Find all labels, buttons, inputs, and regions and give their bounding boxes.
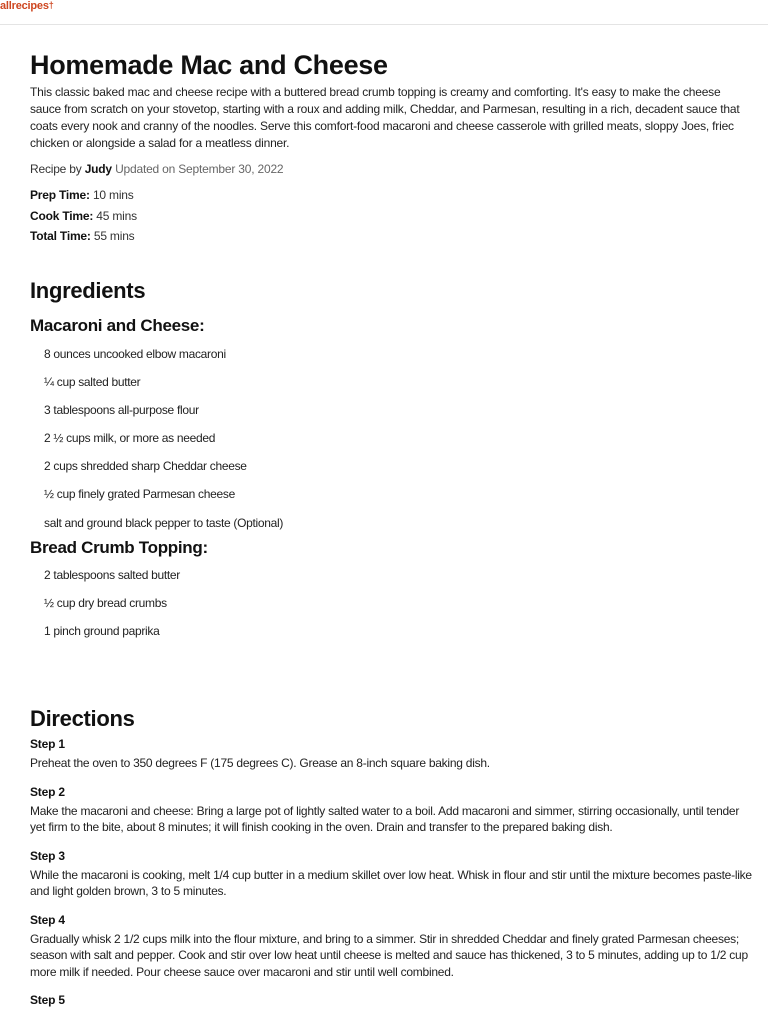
byline-prefix: Recipe by <box>30 162 82 176</box>
step-label: Step 3 <box>30 848 65 863</box>
directions-section <box>30 705 754 1008</box>
spoon-icon: † <box>48 0 54 10</box>
step-label: Step 5 <box>30 993 65 1008</box>
ingredient-list-topping <box>30 567 754 652</box>
direction-step <box>30 992 754 1008</box>
updated-date: Updated on September 30, 2022 <box>115 162 284 176</box>
ingredient-item: 8 ounces uncooked elbow macaroni <box>44 346 226 361</box>
total-time-value: 55 mins <box>93 229 135 243</box>
step-text: Gradually whisk 2 1/2 cups milk into the flour mixture, and bring to a simmer. Stir in shredded Cheddar and finely grated Parmesan cheeses; season with salt and pepper. Cook and stir over low heat until cheese is melted and sauce has thickened, 3 to 5 minutes, adding up to 1/2 cup more milk if needed. Pour cheese sauce over macaroni and stir until well combined. <box>30 931 748 979</box>
ingredient-item: ¼ cup salted butter <box>44 374 141 389</box>
ingredients-heading: Ingredients <box>30 277 146 303</box>
direction-step <box>30 736 754 772</box>
step-text: Preheat the oven to 350 degrees F (175 degrees C). Grease an 8-inch square baking dish. <box>30 756 490 771</box>
byline <box>30 162 754 176</box>
recipe-intro: This classic baked mac and cheese recipe with a buttered bread crumb topping is creamy and comforting. It's easy to make the cheese sauce from scratch on your stovetop, starting with a roux and adding milk, Cheddar, and Parmesan, resulting in a rich, decadent sauce that coats every nook and cranny of the noodles. Serve this comfort-food macaroni and cheese casserole with grilled meats, sloppy Joes, friec chicken or alongside a salad for a meatless dinner. <box>30 85 740 150</box>
allrecipes-logo[interactable] <box>0 0 54 12</box>
total-time-label: Total Time: <box>30 229 91 243</box>
ingredients-section <box>30 277 754 652</box>
prep-time <box>30 185 754 206</box>
ingredient-group-title: Bread Crumb Topping: <box>30 537 208 557</box>
recipe-article <box>30 48 754 1008</box>
direction-step <box>30 912 754 981</box>
ingredient-item: ½ cup dry bread crumbs <box>44 596 167 610</box>
ingredient-item: 2 ½ cups milk, or more as needed <box>44 431 216 446</box>
ingredient-item: 1 pinch ground paprika <box>44 624 160 639</box>
step-label: Step 4 <box>30 912 65 927</box>
author-link[interactable]: Judy <box>84 162 112 176</box>
ingredient-list-macaroni <box>30 346 754 543</box>
recipe-title: Homemade Mac and Cheese <box>30 50 388 80</box>
cook-time-value: 45 mins <box>96 208 137 223</box>
ingredient-item: ½ cup finely grated Parmesan cheese <box>44 487 235 502</box>
step-text: While the macaroni is cooking, melt 1/4 cup butter in a medium skillet over low heat. Whisk in flour and stir until the mixture becomes paste-like and light golden brown, 3 to 5 minutes. <box>30 867 752 899</box>
prep-time-label: Prep Time: <box>30 188 90 202</box>
ingredient-group-title: Macaroni and Cheese: <box>30 315 205 335</box>
ingredient-item: 3 tablespoons all-purpose flour <box>44 402 199 417</box>
ingredient-item: salt and ground black pepper to taste (Optional) <box>44 515 284 530</box>
cook-time <box>30 206 754 227</box>
prep-time-value: 10 mins <box>92 188 134 202</box>
logo-text[interactable]: allrecipes <box>0 0 49 12</box>
recipe-times <box>30 185 754 247</box>
ingredient-item: 2 cups shredded sharp Cheddar cheese <box>44 459 247 474</box>
step-label: Step 2 <box>30 784 65 799</box>
ingredient-item: 2 tablespoons salted butter <box>44 567 180 582</box>
site-header <box>0 0 768 25</box>
total-time <box>30 226 754 247</box>
direction-step <box>30 848 754 900</box>
step-label: Step 1 <box>30 737 65 752</box>
directions-heading: Directions <box>30 706 135 732</box>
direction-step <box>30 784 754 836</box>
step-text: Make the macaroni and cheese: Bring a large pot of lightly salted water to a boil. Add macaroni and simmer, stirring occasionally, until tender yet firm to the bite, about 8 minutes; it will finish cooking in the oven. Drain and transfer to the prepared baking dish. <box>30 803 740 835</box>
cook-time-label: Cook Time: <box>30 208 94 223</box>
